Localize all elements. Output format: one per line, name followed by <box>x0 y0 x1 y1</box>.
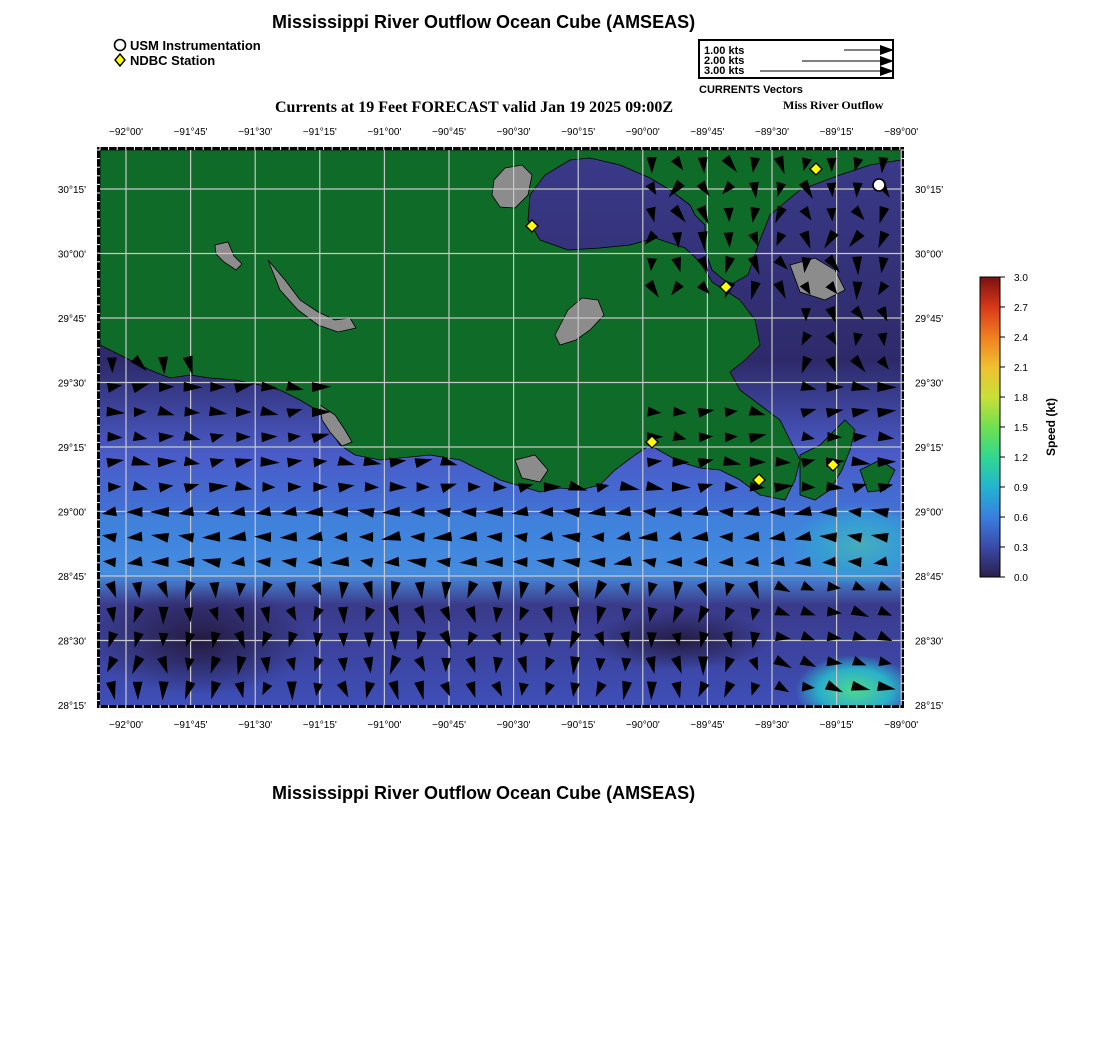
lat-tick-label: 30°00' <box>57 249 86 261</box>
lon-tick-label: −90°30' <box>496 720 531 731</box>
vector-key-3: 3.00 kts <box>704 65 745 77</box>
page-title-bottom: Mississippi River Outflow Ocean Cube (AMSEAS) <box>272 783 696 803</box>
usm-label: USM Instrumentation <box>130 38 261 53</box>
lat-tick-label: 30°15' <box>57 185 86 196</box>
lon-tick-label: −91°00' <box>367 720 402 731</box>
colorbar-gradient <box>980 277 1000 577</box>
lon-tick-label: −90°15' <box>561 720 596 731</box>
lon-tick-label: −89°00' <box>884 127 919 138</box>
lat-tick-label: 28°30' <box>57 636 86 648</box>
lon-tick-label: −89°30' <box>755 720 789 731</box>
lat-tick-label: 28°15' <box>915 701 944 712</box>
colorbar-tick-label: 1.2 <box>1014 453 1028 464</box>
usm-instrument-marker <box>873 179 885 191</box>
lon-tick-label: −92°00' <box>109 720 143 731</box>
page-title: Mississippi River Outflow Ocean Cube (AMSEAS) <box>272 12 696 32</box>
lon-tick-label: −91°15' <box>302 720 337 731</box>
colorbar-ticks <box>1000 273 1028 584</box>
colorbar-tick-label: 2.7 <box>1014 303 1028 314</box>
lon-tick-label: −89°15' <box>819 127 854 138</box>
lat-tick-label: 30°15' <box>915 185 944 196</box>
lon-tick-label: −91°15' <box>302 127 337 138</box>
lat-tick-label: 29°15' <box>915 443 944 454</box>
lon-ticks-top <box>109 127 918 138</box>
lon-tick-label: −90°00' <box>625 720 660 731</box>
colorbar-tick-label: 1.5 <box>1014 423 1028 434</box>
lon-tick-label: −92°00' <box>109 127 143 138</box>
lon-tick-label: −89°30' <box>755 127 789 138</box>
colorbar-tick-label: 1.8 <box>1014 393 1028 404</box>
lon-tick-label: −90°30' <box>496 127 531 138</box>
lat-tick-label: 29°15' <box>57 443 86 454</box>
vector-key-caption: CURRENTS Vectors <box>699 84 803 96</box>
lat-ticks-left <box>58 185 86 712</box>
map-subtitle: Currents at 19 Feet FORECAST valid Jan 19 2025 09:00Z <box>275 99 674 116</box>
lat-tick-label: 28°30' <box>915 636 944 648</box>
lon-tick-label: −89°00' <box>884 720 919 731</box>
lon-tick-label: −91°00' <box>367 127 402 138</box>
lon-tick-label: −89°15' <box>819 720 854 731</box>
lon-tick-label: −91°45' <box>173 127 208 138</box>
lat-tick-label: 28°45' <box>57 572 86 583</box>
lat-tick-label: 28°15' <box>57 701 86 712</box>
colorbar-tick-label: 0.9 <box>1014 483 1028 494</box>
lon-tick-label: −89°45' <box>690 720 725 731</box>
lon-tick-label: −91°45' <box>173 720 208 731</box>
lon-tick-label: −90°15' <box>561 127 596 138</box>
lon-tick-label: −89°45' <box>690 127 725 138</box>
speed-colorbar <box>960 265 1070 590</box>
ndbc-label: NDBC Station <box>130 53 216 68</box>
lon-tick-label: −91°30' <box>238 720 273 731</box>
vector-key-1: 1.00 kts <box>704 45 745 57</box>
lat-ticks-right <box>915 185 943 712</box>
lon-ticks-bottom <box>109 720 918 731</box>
lat-tick-label: 29°00' <box>915 507 944 519</box>
colorbar-tick-label: 0.3 <box>1014 543 1028 554</box>
lon-tick-label: −91°30' <box>238 127 273 138</box>
colorbar-tick-label: 0.0 <box>1014 573 1028 584</box>
region-label: Miss River Outflow <box>783 98 884 112</box>
lat-tick-label: 29°00' <box>57 507 86 519</box>
colorbar-tick-label: 0.6 <box>1014 513 1028 524</box>
lat-tick-label: 29°45' <box>915 314 944 325</box>
lat-tick-label: 28°45' <box>915 572 944 583</box>
lat-tick-label: 29°30' <box>915 378 944 390</box>
lat-tick-label: 29°30' <box>57 378 86 390</box>
lat-tick-label: 29°45' <box>57 314 86 325</box>
colorbar-tick-label: 2.4 <box>1014 333 1028 344</box>
colorbar-tick-label: 2.1 <box>1014 363 1028 374</box>
vector-key-2: 2.00 kts <box>704 55 745 67</box>
colorbar-tick-label: 3.0 <box>1014 273 1028 284</box>
colorbar-label: Speed (kt) <box>1044 397 1058 457</box>
lat-tick-label: 30°00' <box>915 249 944 261</box>
lon-tick-label: −90°45' <box>432 720 466 731</box>
lon-tick-label: −90°00' <box>625 127 660 138</box>
lon-tick-label: −90°45' <box>432 127 466 138</box>
